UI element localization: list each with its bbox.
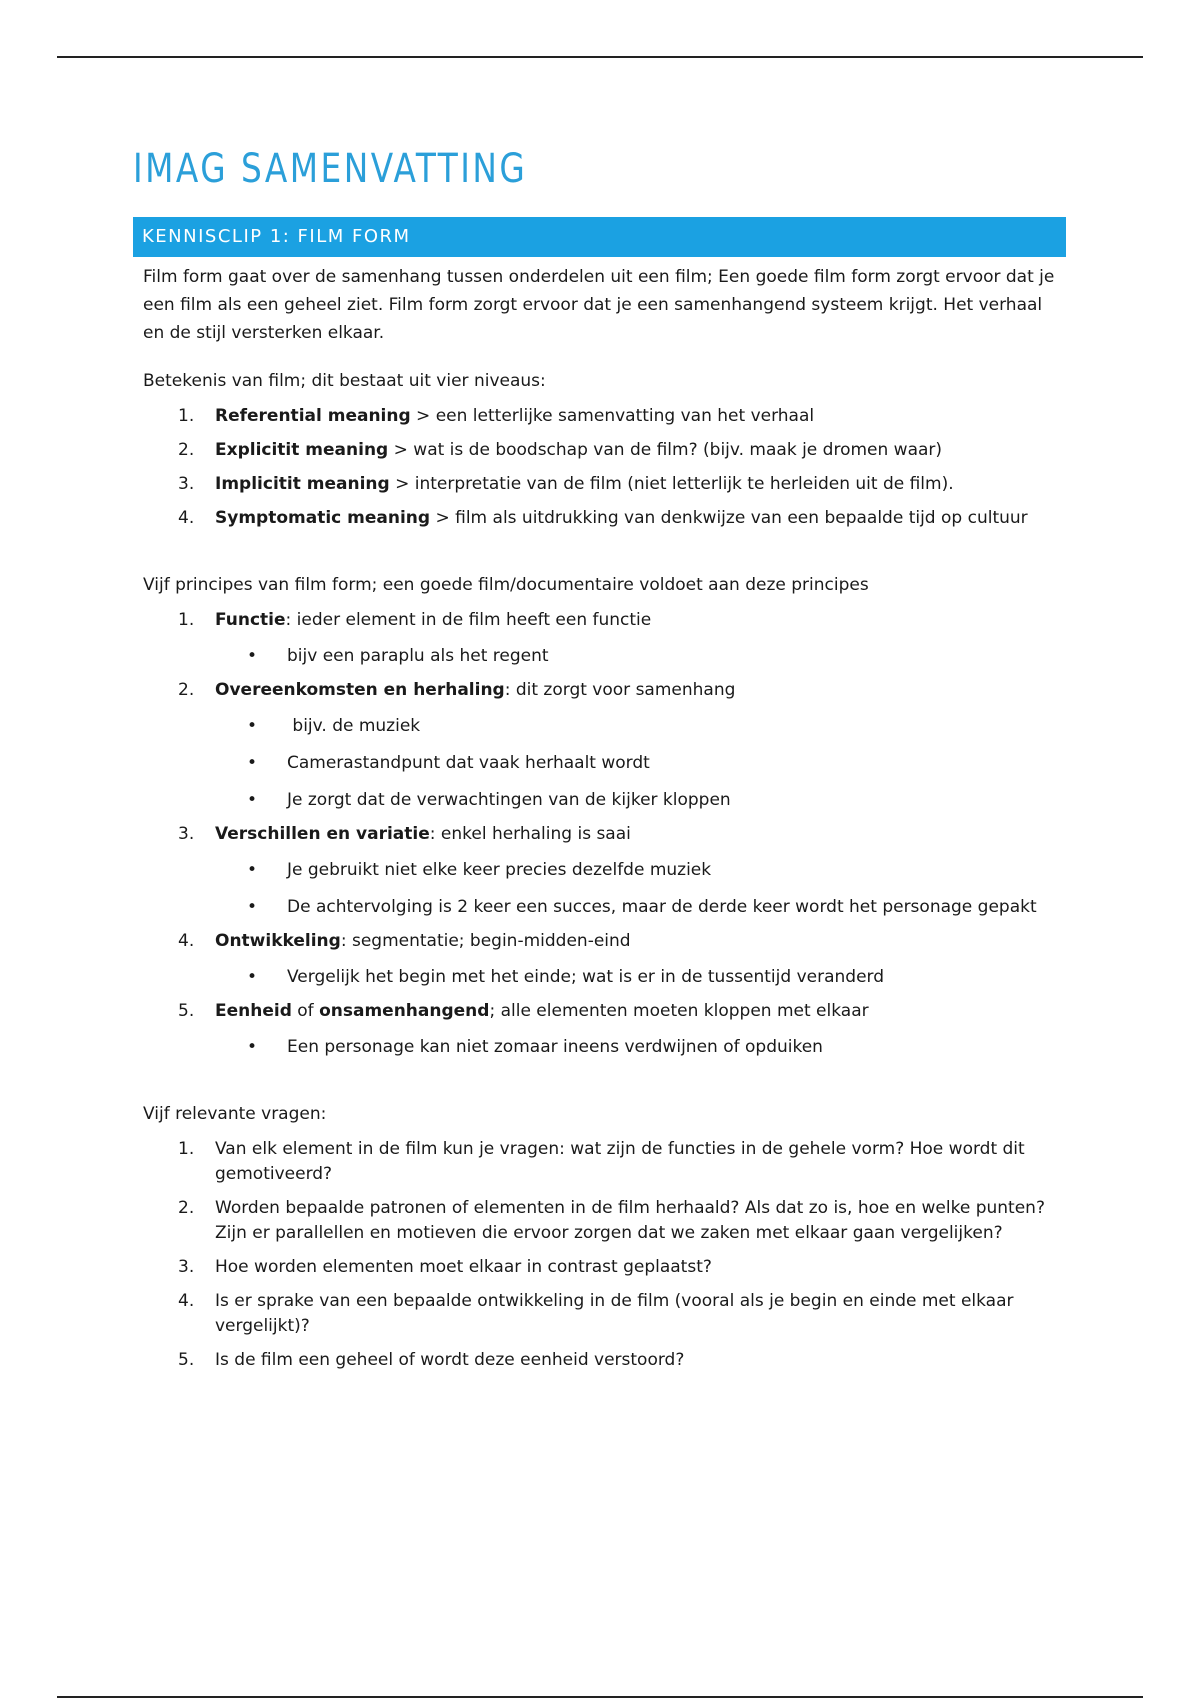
bullet-list	[133, 644, 1066, 669]
principles-list	[133, 608, 1066, 1060]
item-number: 4.	[178, 931, 195, 951]
item-number: 2.	[178, 680, 195, 700]
item-term: Ontwikkeling	[215, 931, 341, 951]
item-term: Overeenkomsten en herhaling	[215, 680, 505, 700]
item-term: Eenheid	[215, 1001, 292, 1021]
list-item	[133, 438, 1066, 463]
item-term: Referential meaning	[215, 406, 411, 426]
document-title: IMAG SAMENVATTING	[133, 146, 528, 192]
item-text: > interpretatie van de film (niet letterlijk te herleiden uit de film).	[389, 474, 954, 494]
bullet-icon: •	[247, 897, 258, 917]
item-text: > een letterlijke samenvatting van het verhaal	[410, 406, 815, 426]
list-item	[133, 1348, 1066, 1373]
item-text-mid: of	[291, 1001, 320, 1021]
list-item	[133, 1196, 1066, 1246]
bullet-icon: •	[247, 1037, 258, 1057]
list-item	[133, 1289, 1066, 1339]
bullet-item	[133, 714, 1066, 739]
item-number: 1.	[178, 610, 195, 630]
bullet-text: Vergelijk het begin met het einde; wat is er in de tussentijd veranderd	[287, 967, 885, 987]
item-text: Is de film een geheel of wordt deze eenheid verstoord?	[215, 1350, 685, 1370]
bullet-item	[133, 788, 1066, 813]
bullet-item	[133, 895, 1066, 920]
bullet-icon: •	[247, 790, 258, 810]
bullet-list	[133, 965, 1066, 990]
item-text: Van elk element in de film kun je vragen: wat zijn de functies in de gehele vorm? Hoe wordt dit gemotiveerd?	[215, 1139, 1025, 1184]
bullet-item	[133, 751, 1066, 776]
item-number: 5.	[178, 1001, 195, 1021]
principles-lead: Vijf principes van film form; een goede film/documentaire voldoet aan deze principes	[143, 575, 869, 595]
bullet-icon: •	[247, 967, 258, 987]
item-number: 3.	[178, 824, 195, 844]
bullet-icon: •	[247, 753, 258, 773]
item-number: 2.	[178, 1198, 195, 1218]
list-item	[133, 999, 1066, 1024]
item-number: 3.	[178, 1257, 195, 1277]
item-term: Verschillen en variatie	[215, 824, 430, 844]
bullet-list	[133, 1035, 1066, 1060]
item-number: 4.	[178, 508, 195, 528]
item-text: > wat is de boodschap van de film? (bijv. maak je dromen waar)	[388, 440, 943, 460]
item-number: 5.	[178, 1350, 195, 1370]
intro-paragraph: Film form gaat over de samenhang tussen onderdelen uit een film; Een goede film form zorgt ervoor dat je een film als een geheel ziet. Film form zorgt ervoor dat je een samenhangend systeem krijgt. Het verhaal en de stijl versterken elkaar.	[143, 267, 1055, 343]
bullet-item	[133, 1035, 1066, 1060]
item-number: 1.	[178, 1139, 195, 1159]
bullet-item	[133, 858, 1066, 883]
item-text: : ieder element in de film heeft een functie	[285, 610, 652, 630]
item-text: : enkel herhaling is saai	[429, 824, 631, 844]
item-text: Hoe worden elementen moet elkaar in contrast geplaatst?	[215, 1257, 712, 1277]
header-rule	[57, 56, 1143, 58]
item-text: ; alle elementen moeten kloppen met elkaar	[489, 1001, 869, 1021]
list-item	[133, 506, 1066, 531]
bullet-item	[133, 965, 1066, 990]
bullet-text: De achtervolging is 2 keer een succes, maar de derde keer wordt het personage gepakt	[287, 897, 1037, 917]
section-heading-banner: KENNISCLIP 1: FILM FORM	[133, 217, 1066, 257]
item-term: Explicitit meaning	[215, 440, 389, 460]
meaning-list	[133, 404, 1066, 531]
item-text: > film als uitdrukking van denkwijze van een bepaalde tijd op cultuur	[430, 508, 1028, 528]
bullet-text: Camerastandpunt dat vaak herhaalt wordt	[287, 753, 650, 773]
list-item	[133, 929, 1066, 954]
item-term: Functie	[215, 610, 286, 630]
bullet-icon: •	[247, 646, 258, 666]
item-text: Worden bepaalde patronen of elementen in de film herhaald? Als dat zo is, hoe en welke punten? Zijn er parallellen en motieven die ervoor zorgen dat we zaken met elkaar gaan vergelijken?	[215, 1198, 1045, 1243]
list-item	[133, 822, 1066, 847]
bullet-text: bijv een paraplu als het regent	[287, 646, 549, 666]
item-number: 3.	[178, 474, 195, 494]
bullet-list	[133, 714, 1066, 813]
list-item	[133, 472, 1066, 497]
footer-rule	[57, 1696, 1143, 1698]
item-term: Symptomatic meaning	[215, 508, 431, 528]
item-text: Is er sprake van een bepaalde ontwikkeling in de film (vooral als je begin en einde met elkaar vergelijkt)?	[215, 1291, 1014, 1336]
bullet-text: Een personage kan niet zomaar ineens verdwijnen of opduiken	[287, 1037, 823, 1057]
bullet-text: bijv. de muziek	[287, 716, 421, 736]
bullet-icon: •	[247, 860, 258, 880]
item-text: : segmentatie; begin-midden-eind	[340, 931, 631, 951]
list-item	[133, 608, 1066, 633]
questions-lead: Vijf relevante vragen:	[143, 1104, 327, 1124]
list-item	[133, 678, 1066, 703]
item-number: 4.	[178, 1291, 195, 1311]
list-item	[133, 1255, 1066, 1280]
item-term-2: onsamenhangend	[319, 1001, 490, 1021]
meaning-lead: Betekenis van film; dit bestaat uit vier niveaus:	[143, 371, 546, 391]
item-number: 2.	[178, 440, 195, 460]
list-item	[133, 1137, 1066, 1187]
bullet-text: Je gebruikt niet elke keer precies dezelfde muziek	[287, 860, 712, 880]
bullet-icon: •	[247, 716, 258, 736]
list-item	[133, 404, 1066, 429]
bullet-list	[133, 858, 1066, 920]
item-term: Implicitit meaning	[215, 474, 390, 494]
questions-list	[133, 1137, 1066, 1373]
item-number: 1.	[178, 406, 195, 426]
document-body	[133, 145, 1066, 1373]
item-text: : dit zorgt voor samenhang	[504, 680, 736, 700]
bullet-item	[133, 644, 1066, 669]
bullet-text: Je zorgt dat de verwachtingen van de kijker kloppen	[287, 790, 731, 810]
